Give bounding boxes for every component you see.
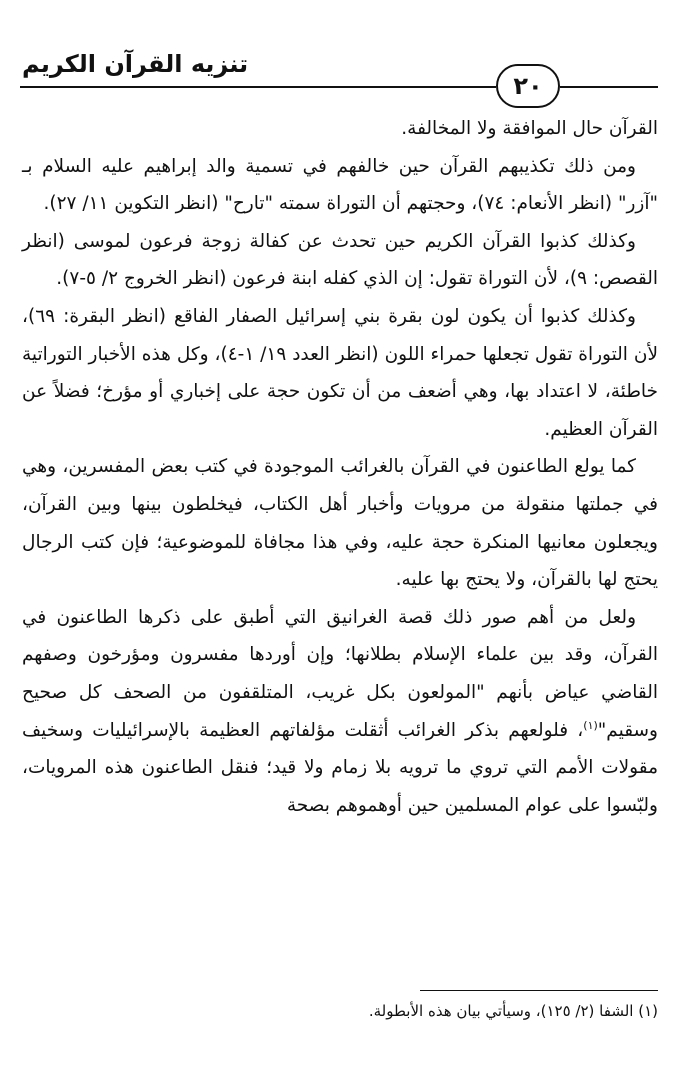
running-header-title: تنزيه القرآن الكريم [22, 50, 249, 78]
body-text [22, 110, 658, 824]
paragraph-gharaniq-part2: ، فلولعهم بذكر الغرائب أثقلت مؤلفاتهم العظيمة بالإسرائيليات وسخيف مقولات الأمم التي تروي ما ترويه بلا زمام ولا قيد؛ فنقل الطاعنون هذه المرويات، ولبّسوا على عوام المسلمين حين أوهموهم بصحة [22, 719, 658, 816]
header-rule-right [560, 86, 658, 88]
footnote-reference[interactable]: (١) [583, 718, 598, 732]
page-number: ٢٠ [496, 64, 560, 108]
paragraph-gharaniq-part1: ولعل من أهم صور ذلك قصة الغرانيق التي أطبق على ذكرها الطاعنون في القرآن، وقد بين علماء الإسلام بطلانها؛ وإن أوردها مفسرون ومؤرخون وصفهم القاضي عياض بأنهم "المولعون بكل غريب، المتلقفون من الصحف كل صحيح وسقيم" [22, 606, 658, 741]
footnote-text: (١) الشفا (٢/ ١٢٥)، وسيأتي بيان هذه الأبطولة. [368, 1002, 658, 1020]
footnote-separator [420, 990, 658, 991]
paragraph-mufassirin: كما يولع الطاعنون في القرآن بالغرائب الموجودة في كتب بعض المفسرين، وهي في جملتها منقولة من مرويات وأخبار أهل الكتاب، فيخلطون بينها وبين القرآن، ويجعلون معانيها المنكرة حجة عليه، وفي هذا مجافاة للموضوعية؛ فإن كتب الرجال يحتج لها بالقرآن، ولا يحتج بها عليه. [22, 456, 658, 591]
paragraph-cow: وكذلك كذبوا أن يكون لون بقرة بني إسرائيل الصفار الفاقع (انظر البقرة: ٦٩)، لأن التوراة تقول تجعلها حمراء اللون (انظر العدد ١٩/ ١-٤)، وكل هذه الأخبار التوراتية خاطئة، لا اعتداد بها، وهي أضعف من أن تكون حجة على إخباري أو مؤرخ؛ فضلاً عن القرآن العظيم. [22, 305, 658, 440]
header-rule [20, 86, 496, 88]
paragraph-continuation: القرآن حال الموافقة ولا المخالفة. [401, 118, 658, 139]
paragraph-azar: ومن ذلك تكذيبهم القرآن حين خالفهم في تسمية والد إبراهيم عليه السلام بـ "آزر" (انظر الأنعام: ٧٤)، وحجتهم أن التوراة سمته "تارح" (انظر التكوين ١١/ ٢٧). [22, 155, 658, 215]
paragraph-gharaniq [22, 599, 658, 825]
paragraph-musa: وكذلك كذبوا القرآن الكريم حين تحدث عن كفالة زوجة فرعون لموسى (انظر القصص: ٩)، لأن التوراة تقول: إن الذي كفله ابنة فرعون (انظر الخروج ٢/ ٥-٧). [22, 230, 658, 290]
